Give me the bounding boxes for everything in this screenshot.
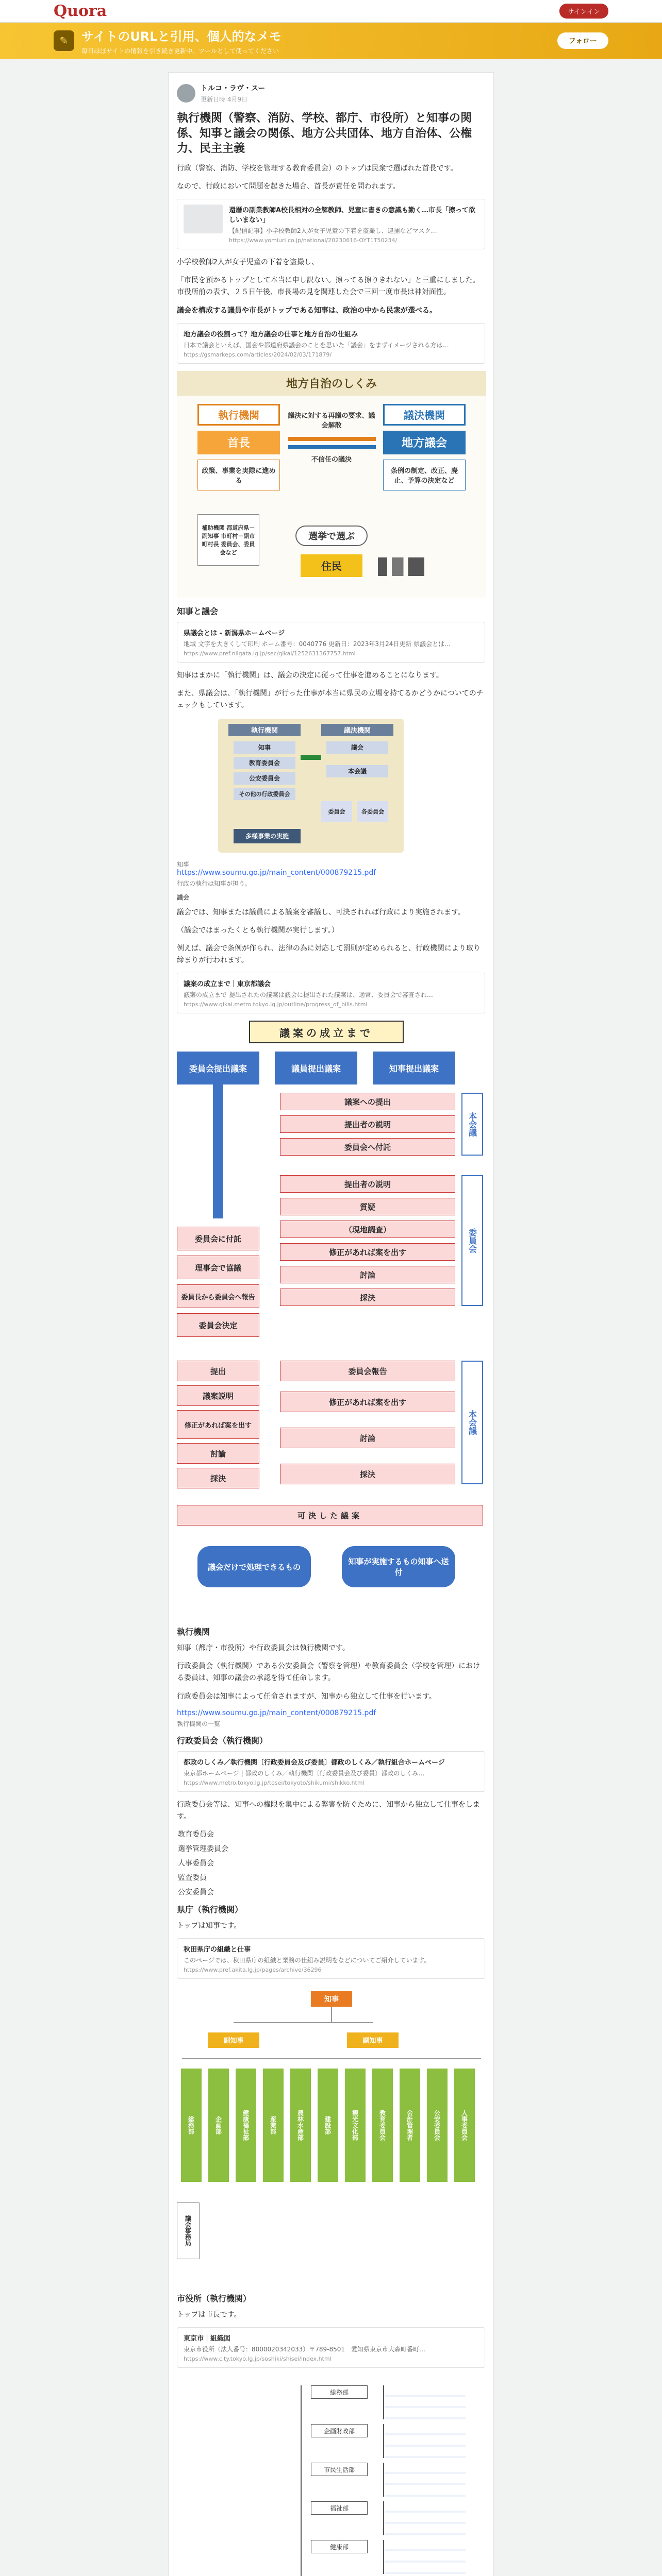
- org-department: 総務部: [181, 2069, 202, 2182]
- preview-url: https://www.city.tokyo.lg.jp/soshiki/shisei/index.html: [184, 2355, 332, 2363]
- flow-left-step: 委員会に付託: [177, 1227, 259, 1250]
- bill-flow-diagram: [177, 1021, 486, 1618]
- elect-box: 選挙で選ぶ: [295, 526, 368, 546]
- quora-logo[interactable]: Quora: [54, 2, 107, 20]
- preview-title: 議案の成立まで｜東京都議会: [184, 980, 271, 989]
- prefecture-org-chart: [177, 1986, 486, 2285]
- space-icon: ✎: [54, 30, 74, 51]
- city-org-chart: [177, 2375, 486, 2576]
- top-bar: [0, 0, 662, 23]
- paragraph: トップは市長です。: [177, 2310, 241, 2319]
- post-card: [168, 72, 494, 2576]
- preview-url: https://www.pref.niigata.lg.jp/sec/gikai/1252631367757.html: [184, 650, 356, 657]
- flow-step: 採決: [280, 1464, 455, 1484]
- link-preview[interactable]: [177, 1751, 485, 1792]
- aux-box: 補助機関 都道府県－副知事 市町村－副市町村長 委員会、委員会など: [197, 514, 259, 566]
- space-banner: [0, 23, 662, 59]
- flow-step: 討論: [280, 1428, 455, 1448]
- local-government-diagram: [177, 371, 486, 598]
- exec-desc: 政策、事業を実際に進める: [197, 460, 280, 490]
- org-line: [301, 2385, 302, 2576]
- org-department: 公安委員会: [427, 2069, 448, 2182]
- preview-title: 都政のしくみ／執行機関〔行政委員会及び委員〕都政のしくみ／執行組合ホームページ: [184, 1758, 445, 1767]
- diagram-title: 地方自治のしくみ: [177, 371, 486, 396]
- space-title[interactable]: サイトのURLと引用、個人的なメモ: [81, 29, 282, 44]
- org-top: 知事: [311, 1991, 352, 2007]
- flow-start: 委員会提出議案: [177, 1052, 259, 1084]
- org-department: 観光文化部: [345, 2069, 366, 2182]
- preview-desc: このページでは、秋田県庁の組織と業務の仕組み説明をなどについてご紹介しています。: [184, 1956, 431, 1964]
- post-date: 更新日時 4月9日: [201, 96, 248, 103]
- follow-button[interactable]: フォロー: [557, 32, 608, 49]
- list-item: 教育委員会: [178, 1830, 214, 1839]
- org2-subdivision-group: [383, 2424, 466, 2458]
- preview-url: https://www.yomiuri.co.jp/national/20230616-OYT1T50234/: [229, 237, 398, 244]
- org-department: 企画部: [208, 2069, 229, 2182]
- arrow-left: [288, 445, 376, 449]
- paragraph: 知事はまかに「執行機関」は、議会の決定に従って仕事を進めることになります。: [177, 671, 443, 680]
- exec-legis-figure: [218, 719, 404, 853]
- signin-button[interactable]: サインイン: [559, 4, 608, 19]
- flow-left-step: 修正があれば案を出す: [177, 1410, 259, 1439]
- flow-step: 討論: [280, 1266, 455, 1283]
- flow-end: 知事が実施するもの知事へ送付: [342, 1546, 455, 1587]
- preview-title: 東京市｜組織図: [184, 2335, 231, 2343]
- flow-passed: 可決した議案: [177, 1505, 483, 1526]
- paragraph: また、県議会は、「執行機関」が行った仕事が本当に県民の立場を持てるかどうかについてのチェックもしています。: [177, 689, 484, 709]
- paragraph: 小学校教師2人が女子児童の下着を盗撮し、: [177, 258, 319, 267]
- fig-council: 議会: [326, 741, 388, 754]
- paragraph: 行政（警察、消防、学校を管理する教育委員会）のトップは民衆で選ばれた首長です。: [177, 164, 458, 173]
- fig-item: その他の行政委員会: [234, 788, 295, 800]
- avatar[interactable]: [177, 84, 195, 103]
- caption: 執行機関の一覧: [177, 1720, 221, 1727]
- org-department: 会計管理者: [400, 2069, 420, 2182]
- org-line: [182, 2058, 481, 2059]
- citizen-box: 住民: [301, 554, 362, 577]
- author-name[interactable]: トルコ・ラヴ・スー: [201, 84, 266, 93]
- fig-item: 知事: [234, 741, 295, 754]
- org-department: 農林水産部: [290, 2069, 311, 2182]
- space-subtitle: 毎日ほぼサイトの情報を引き続き更新中。ツールとして使ってください: [81, 47, 279, 55]
- paragraph: 「市民を預かるトップとして本当に申し訳ない。擦ってる擦りきれない」と三重にしました。市役所前の表す、２５日午後、市長場の見を関連した会で三回一度市長は神対面性。: [177, 276, 480, 297]
- list-item: 人事委員会: [178, 1859, 214, 1868]
- link-preview[interactable]: [177, 199, 485, 249]
- legis-desc: 条例の制定、改正、廃止、予算の決定など: [383, 460, 466, 490]
- flow-left-step: 理事会で協議: [177, 1256, 259, 1279]
- fig-legis-label: 議決機関: [321, 724, 393, 736]
- paragraph: 例えば、議会で条例が作られ、法律の為に対応して罰則が定められると、行政機関により取り締まりが行われます。: [177, 944, 481, 965]
- source-link[interactable]: https://www.soumu.go.jp/main_content/000879215.pdf: [177, 1708, 376, 1717]
- link-preview[interactable]: [177, 973, 485, 1013]
- flow-step: 委員会報告: [280, 1361, 455, 1381]
- org-department: 建設部: [318, 2069, 338, 2182]
- flow-left-step: 議案説明: [177, 1385, 259, 1406]
- flow-start: 議員提出議案: [275, 1052, 357, 1084]
- flow-side-label: 本会議: [461, 1093, 483, 1156]
- flow-step: 修正があれば案を出す: [280, 1243, 455, 1261]
- source-link[interactable]: https://www.soumu.go.jp/main_content/000879215.pdf: [177, 868, 376, 877]
- section-heading: 県庁（執行機関）: [177, 1904, 243, 1914]
- org-sub: 副知事: [347, 2032, 399, 2048]
- section-heading: 行政委員会（執行機関）: [177, 1735, 268, 1745]
- flow-left-step: 採決: [177, 1468, 259, 1488]
- org2-division: 健康部: [311, 2540, 368, 2553]
- flow-left-step: 提出: [177, 1361, 259, 1381]
- fig-exec-label: 執行機関: [228, 724, 301, 736]
- org2-division: 総務部: [311, 2385, 368, 2399]
- paragraph: 知事（都庁・市役所）や行政委員会は執行機関です。: [177, 1644, 350, 1653]
- fig-arrow: [301, 755, 321, 760]
- fig-committee: 各委員会: [357, 801, 388, 822]
- org2-subdivision-group: [383, 2540, 466, 2574]
- org-bottom: 議会事務局: [177, 2202, 200, 2259]
- preview-title: 還暦の副業教師A校長相対の全解教師、児童に書きの意識も勤く…市長「擦って欲しいまない」: [229, 207, 476, 225]
- paragraph: トップは知事です。: [177, 1921, 241, 1930]
- flow-side-label: 本会議: [461, 1361, 483, 1484]
- preview-desc: 議案の成立まで 提出されたの議案は議会に提出された議案は、通常、委員会で審査され…: [184, 991, 433, 999]
- caption: 議会: [177, 893, 190, 901]
- paragraph: なので、行政において問題を起きた場合、首長が責任を問われます。: [177, 182, 400, 191]
- org2-division: 企画財政部: [311, 2424, 368, 2437]
- flow-arrow-left: [213, 1084, 223, 1218]
- caption: 知事: [177, 860, 190, 868]
- exec-label: 執行機関: [197, 404, 280, 426]
- paragraph: 議会では、知事または議員による議案を審議し、可決されれば行政により実施されます。: [177, 908, 465, 917]
- head-box: 首長: [197, 431, 280, 454]
- org-line: [234, 2022, 373, 2023]
- flow-step: 採決: [280, 1289, 455, 1306]
- flow-step: 提出者の説明: [280, 1175, 455, 1193]
- org2-subdivision-group: [383, 2385, 466, 2419]
- section-heading: 知事と議会: [177, 606, 219, 616]
- flow-left-step: 委員長から委員会へ報告: [177, 1284, 259, 1308]
- org-department: 教育委員会: [372, 2069, 393, 2182]
- link-preview[interactable]: [177, 1938, 485, 1979]
- flow-step: 委員会へ付託: [280, 1138, 455, 1156]
- preview-thumbnail: [184, 205, 223, 233]
- preview-title: 地方議会の役割って？地方議会の仕事と地方自治の仕組み: [184, 330, 358, 338]
- flow-step: 修正があれば案を出す: [280, 1392, 455, 1412]
- paragraph: 行政委員会等は、知事への権限を集中による弊害を防ぐために、知事から独立して仕事をします。: [177, 1800, 480, 1821]
- org2-subdivision-group: [383, 2463, 466, 2497]
- org2-division: 福祉部: [311, 2501, 368, 2515]
- flow-title: 議案の成立まで: [249, 1021, 404, 1043]
- list-item: 選挙管理委員会: [178, 1844, 228, 1853]
- org-department: 産業部: [263, 2069, 284, 2182]
- section-heading: 執行機関: [177, 1627, 210, 1637]
- paragraph: 議会を構成する議員や市長がトップである知事は、政治の中から民衆が選べる。: [177, 306, 437, 315]
- org2-subdivision-group: [383, 2501, 466, 2535]
- council-box: 地方議会: [383, 431, 466, 454]
- legis-label: 議決機関: [383, 404, 466, 426]
- author-row: [177, 83, 485, 104]
- list-item: 監査委員: [178, 1873, 207, 1882]
- org-sub: 副知事: [208, 2032, 259, 2048]
- paragraph: 行政委員会は知事によって任命されますが、知事から独立して仕事を行います。: [177, 1692, 436, 1701]
- flow-end: 議会だけで処理できるもの: [197, 1546, 311, 1587]
- preview-desc: 東京市役所（法人番号：8000020342033）〒789-8501 愛知県東京市大森町番町…: [184, 2346, 426, 2353]
- fig-item: 公安委員会: [234, 772, 295, 785]
- org2-division: 市民生活部: [311, 2463, 368, 2476]
- preview-desc: 地域 文字を大きくして印刷 ホーム番号：0040776 更新日：2023年3月24日更新 県議会とは…: [184, 640, 451, 648]
- link-preview[interactable]: [177, 622, 485, 663]
- mid-text-2: 不信任の議決: [311, 456, 352, 464]
- org-department: 健康福祉部: [236, 2069, 256, 2182]
- buildings-icon: [378, 557, 424, 576]
- preview-desc: 【配信記事】小学校教師2人が女子児童の下着を盗撮し、逮捕などマスク…: [229, 227, 437, 235]
- preview-url: https://www.metro.tokyo.lg.jp/tosei/tokyoto/shikumi/shikko.html: [184, 1779, 365, 1786]
- paragraph: （議会ではまったくとも執行機関が実行します。）: [177, 926, 339, 935]
- arrow-right: [288, 437, 376, 441]
- fig-committee: 委員会: [321, 801, 352, 822]
- link-preview[interactable]: [177, 2327, 485, 2368]
- mid-text-1: 議決に対する再議の要求、議会解散: [288, 412, 375, 430]
- fig-assembly: 本会議: [326, 765, 388, 777]
- preview-url: https://www.gikai.metro.tokyo.lg.jp/outline/progress_of_bills.html: [184, 1001, 368, 1008]
- fig-result: 多様事業の実施: [234, 829, 301, 843]
- fig-item: 教育委員会: [234, 757, 295, 769]
- flow-step: 議案への提出: [280, 1093, 455, 1110]
- section-heading: 市役所（執行機関）: [177, 2293, 252, 2303]
- list-item: 公安委員会: [178, 1888, 214, 1896]
- preview-title: 県議会とは - 新潟県ホームページ: [184, 629, 285, 637]
- flow-step: 提出者の説明: [280, 1115, 455, 1133]
- preview-url: https://www.pref.akita.lg.jp/pages/archive/36296: [184, 1966, 322, 1973]
- flow-left-step: 討論: [177, 1443, 259, 1464]
- caption: 行政の執行は知事が担う。: [177, 879, 252, 887]
- flow-step: （現地調査）: [280, 1221, 455, 1238]
- org-department: 人事委員会: [454, 2069, 475, 2182]
- preview-title: 秋田県庁の組織と仕事: [184, 1945, 251, 1954]
- post-title: 執行機関（警察、消防、学校、都庁、市役所）と知事の関係、知事と議会の関係、地方公共団体、地方自治体、公権力、民主主義: [177, 112, 472, 156]
- preview-desc: 日本で議会といえば、国会や都道府県議会のことを思いた「議会」をまずイメージされる方は…: [184, 341, 449, 349]
- preview-url: https://gsmarkeps.com/articles/2024/02/03/171879/: [184, 351, 332, 358]
- preview-desc: 東京都ホームページ | 都政のしくみ／執行機関〔行政委員会及び委員〕都政のしくみ…: [184, 1769, 425, 1777]
- paragraph: 行政委員会（執行機関）である公安委員会（警察を管理）や教育委員会（学校を管理）における委員は、知事の議会の承認を得て任命します。: [177, 1662, 480, 1683]
- flow-step: 質疑: [280, 1198, 455, 1215]
- flow-side-label: 委員会: [461, 1175, 483, 1306]
- org-line: [331, 2007, 332, 2022]
- flow-left-step: 委員会決定: [177, 1313, 259, 1337]
- link-preview[interactable]: [177, 323, 485, 364]
- flow-start: 知事提出議案: [373, 1052, 455, 1084]
